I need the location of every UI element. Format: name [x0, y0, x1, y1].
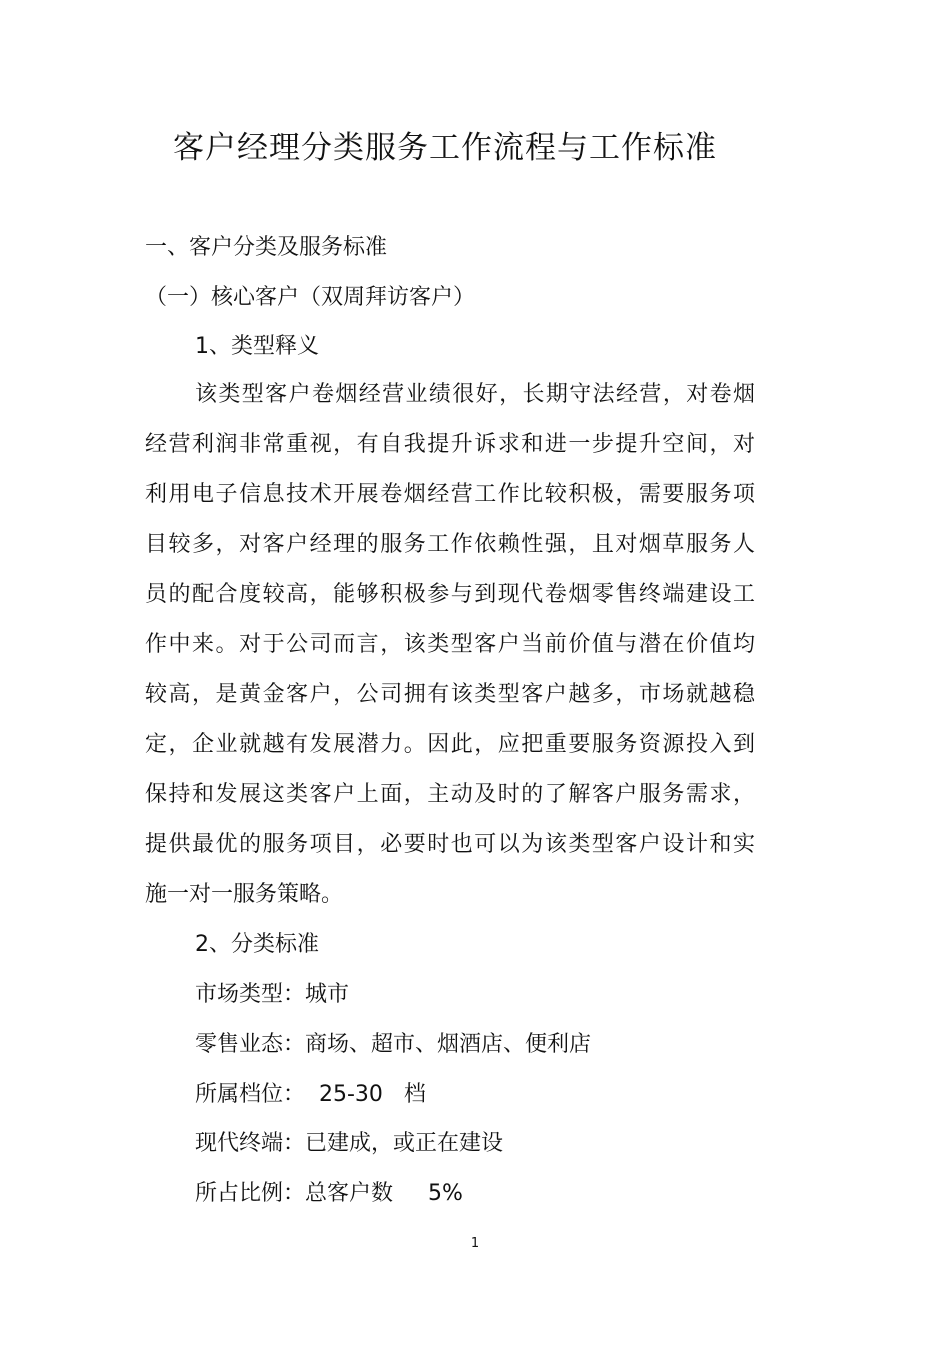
- criteria-retail-format: [195, 1030, 591, 1060]
- criteria-value: 已建成，或正在建设: [305, 1131, 504, 1156]
- criteria-value: 总客户数 5%: [305, 1181, 463, 1206]
- criteria-proportion: [195, 1179, 463, 1209]
- criteria-grade: [195, 1080, 426, 1110]
- criteria-label: 零售业态：: [195, 1032, 306, 1057]
- criteria-modern-terminal: [195, 1129, 503, 1159]
- paragraph-line: 较高，是黄金客户，公司拥有该类型客户越多，市场就越稳: [145, 682, 755, 707]
- paragraph-line: 目较多，对客户经理的服务工作依赖性强，且对烟草服务人: [145, 532, 755, 557]
- criteria-value: 商场、超市、烟酒店、便利店: [305, 1032, 592, 1057]
- criteria-market-type: [195, 980, 349, 1010]
- item-heading-classification-criteria: 2、分类标准: [195, 932, 319, 957]
- paragraph-line: 提供最优的服务项目，必要时也可以为该类型客户设计和实: [145, 832, 755, 857]
- paragraph-line: 施一对一服务策略。: [145, 882, 344, 907]
- paragraph-line: 该类型客户卷烟经营业绩很好，长期守法经营，对卷烟: [195, 382, 755, 407]
- criteria-label: 现代终端：: [195, 1131, 306, 1156]
- section-heading: 一、客户分类及服务标准: [145, 235, 388, 260]
- paragraph-line: 定，企业就越有发展潜力。因此，应把重要服务资源投入到: [145, 732, 755, 757]
- paragraph-line: 作中来。对于公司而言，该类型客户当前价值与潜在价值均: [145, 632, 755, 657]
- document-title: 客户经理分类服务工作流程与工作标准: [173, 130, 717, 166]
- criteria-value: 25-30 档: [305, 1082, 426, 1107]
- page-number: 1: [470, 1236, 480, 1251]
- paragraph-line: 利用电子信息技术开展卷烟经营工作比较积极，需要服务项: [145, 482, 755, 507]
- criteria-label: 所属档位：: [195, 1082, 306, 1107]
- paragraph-line: 经营利润非常重视，有自我提升诉求和进一步提升空间，对: [145, 432, 755, 457]
- paragraph-line: 员的配合度较高，能够积极参与到现代卷烟零售终端建设工: [145, 582, 755, 607]
- item-heading-type-definition: 1、类型释义: [195, 334, 319, 359]
- criteria-label: 市场类型：: [195, 982, 306, 1007]
- type-definition-paragraph: [145, 380, 755, 930]
- subsection-heading: （一）核心客户（双周拜访客户）: [145, 285, 476, 310]
- paragraph-line: 保持和发展这类客户上面，主动及时的了解客户服务需求，: [145, 782, 755, 807]
- criteria-label: 所占比例：: [195, 1181, 306, 1206]
- criteria-value: 城市: [305, 982, 350, 1007]
